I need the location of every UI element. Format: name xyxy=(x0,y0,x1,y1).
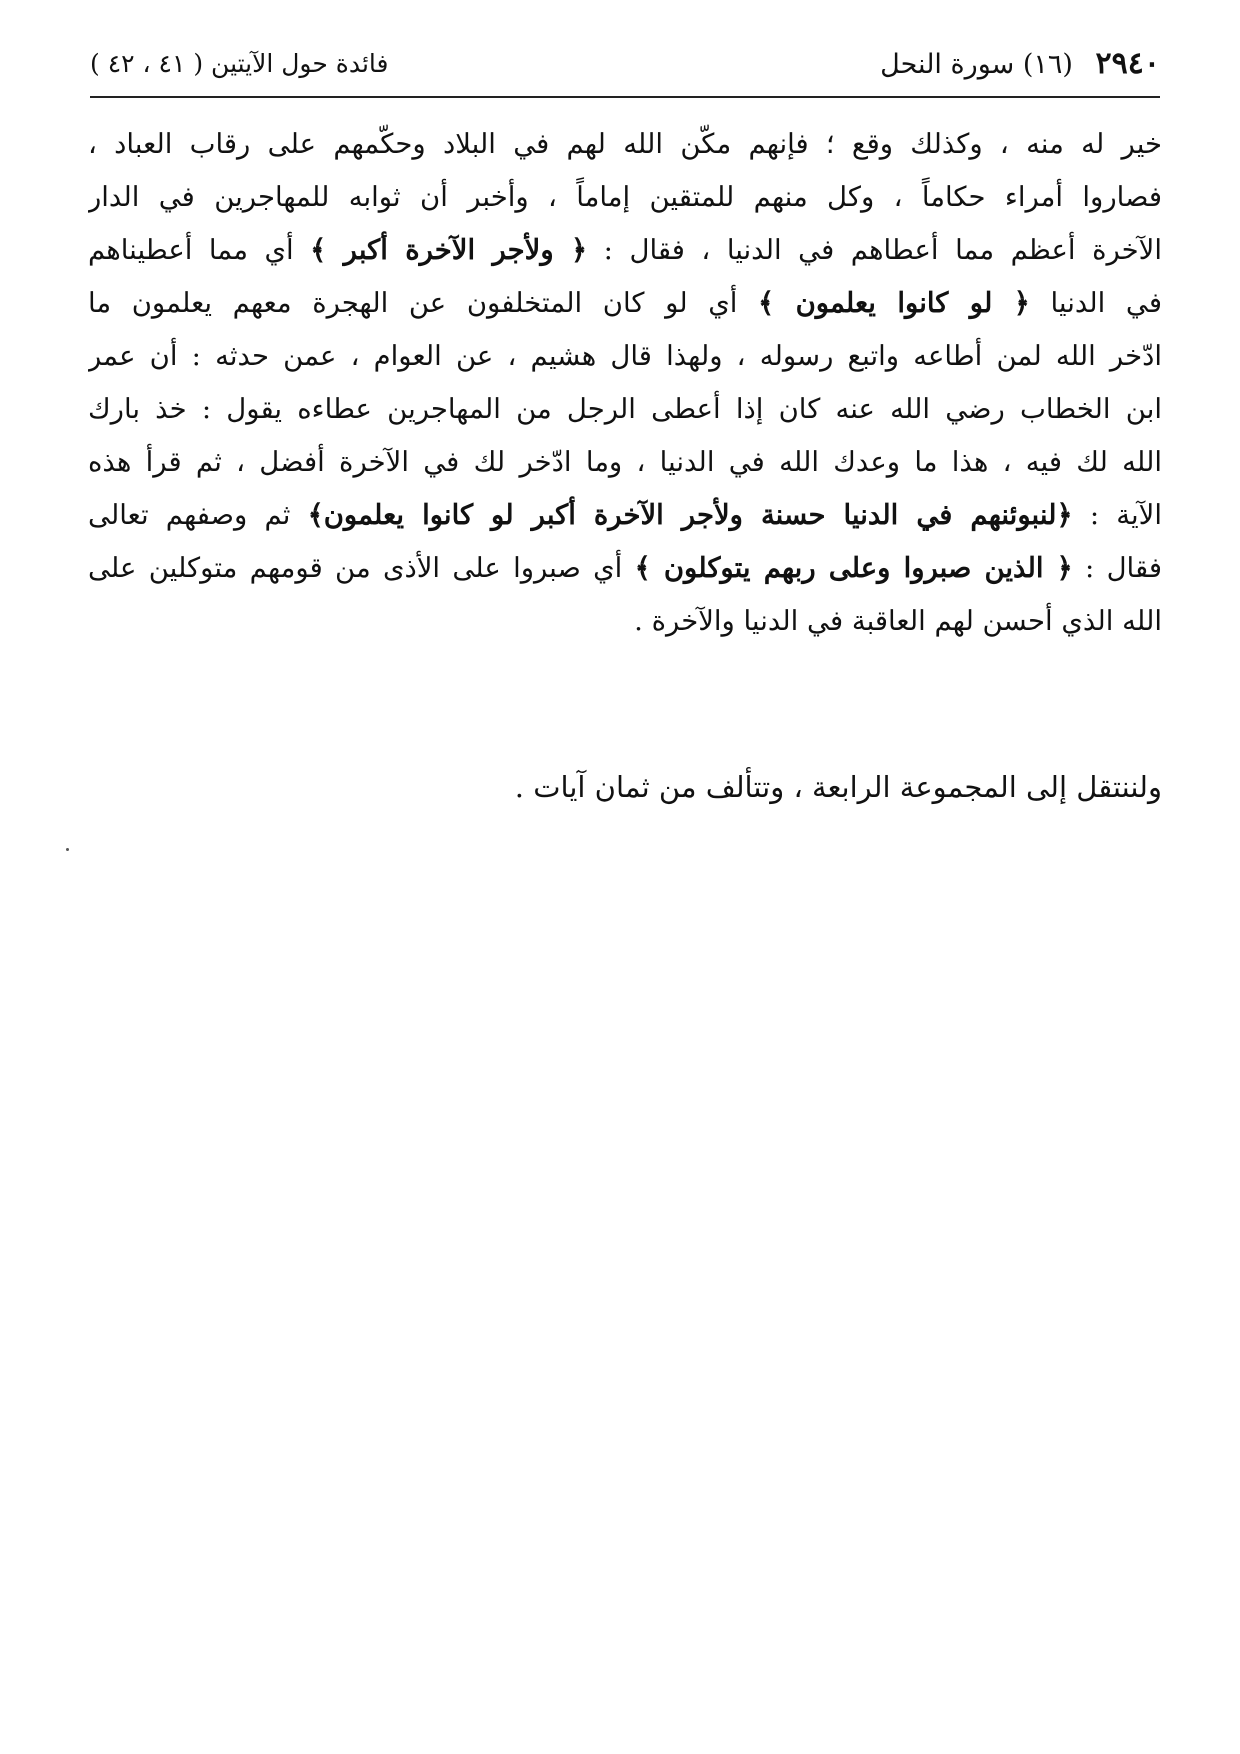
text-run: فقال : xyxy=(1072,552,1162,584)
quran-quote: ﴿ الذين صبروا وعلى ربهم يتوكلون ﴾ xyxy=(634,552,1073,584)
surah-name: (١٦) سورة النحل xyxy=(880,49,1073,80)
transition-note: ولننتقل إلى المجموعة الرابعة ، وتتألف من ثمان آيات . xyxy=(514,770,1162,804)
page-number: ٢٩٤٠ xyxy=(1095,46,1160,81)
text-line xyxy=(88,330,1162,383)
quran-quote: ﴿ ولأجر الآخرة أكبر ﴾ xyxy=(310,234,588,266)
text-line xyxy=(88,224,1162,277)
text-run: أي مما أعطيناهم xyxy=(88,234,311,266)
scan-speck xyxy=(66,848,69,851)
text-run: الآية : xyxy=(1072,499,1162,531)
quran-quote: ﴿لنبوئنهم في الدنيا حسنة ولأجر الآخرة أكبر لو كانوا يعلمون﴾ xyxy=(307,499,1073,531)
text-line xyxy=(88,436,1162,489)
text-line xyxy=(88,542,1162,595)
section-topic: فائدة حول الآيتين ( ٤١ ، ٤٢ ) xyxy=(90,49,389,78)
text-run: خير له منه ، وكذلك وقع ؛ فإنهم مكّن الله لهم في البلاد وحكّمهم على رقاب العباد ، xyxy=(88,128,1162,160)
text-line xyxy=(88,118,1162,171)
header-divider xyxy=(90,96,1160,98)
running-header xyxy=(90,44,1160,94)
text-run: ابن الخطاب رضي الله عنه كان إذا أعطى الرجل من المهاجرين عطاءه يقول : خذ بارك xyxy=(88,393,1162,425)
text-line xyxy=(88,277,1162,330)
commentary-paragraph xyxy=(88,118,1162,648)
text-line xyxy=(88,595,1162,648)
text-run: الله الذي أحسن لهم العاقبة في الدنيا والآخرة . xyxy=(634,605,1162,637)
text-run: ادّخر الله لمن أطاعه واتبع رسوله ، ولهذا قال هشيم ، عن العوام ، عمن حدثه : أن عمر xyxy=(88,340,1162,372)
text-run: أي صبروا على الأذى من قومهم متوكلين على xyxy=(88,552,635,584)
text-run: في الدنيا xyxy=(1029,287,1162,319)
quran-quote: ﴿ لو كانوا يعلمون ﴾ xyxy=(758,287,1030,319)
text-run: الآخرة أعظم مما أعطاهم في الدنيا ، فقال : xyxy=(587,234,1162,266)
text-line xyxy=(88,171,1162,224)
text-line xyxy=(88,489,1162,542)
text-run: الله لك فيه ، هذا ما وعدك الله في الدنيا ، وما ادّخر لك في الآخرة أفضل ، ثم قرأ هذه xyxy=(88,446,1162,478)
text-run: فصاروا أمراء حكاماً ، وكل منهم للمتقين إماماً ، وأخبر أن ثوابه للمهاجرين في الدار xyxy=(88,181,1162,213)
text-line xyxy=(88,383,1162,436)
text-run: أي لو كان المتخلفون عن الهجرة معهم يعلمون ما xyxy=(88,287,759,319)
text-run: ثم وصفهم تعالى xyxy=(88,499,308,531)
header-page-surah xyxy=(880,44,1160,85)
